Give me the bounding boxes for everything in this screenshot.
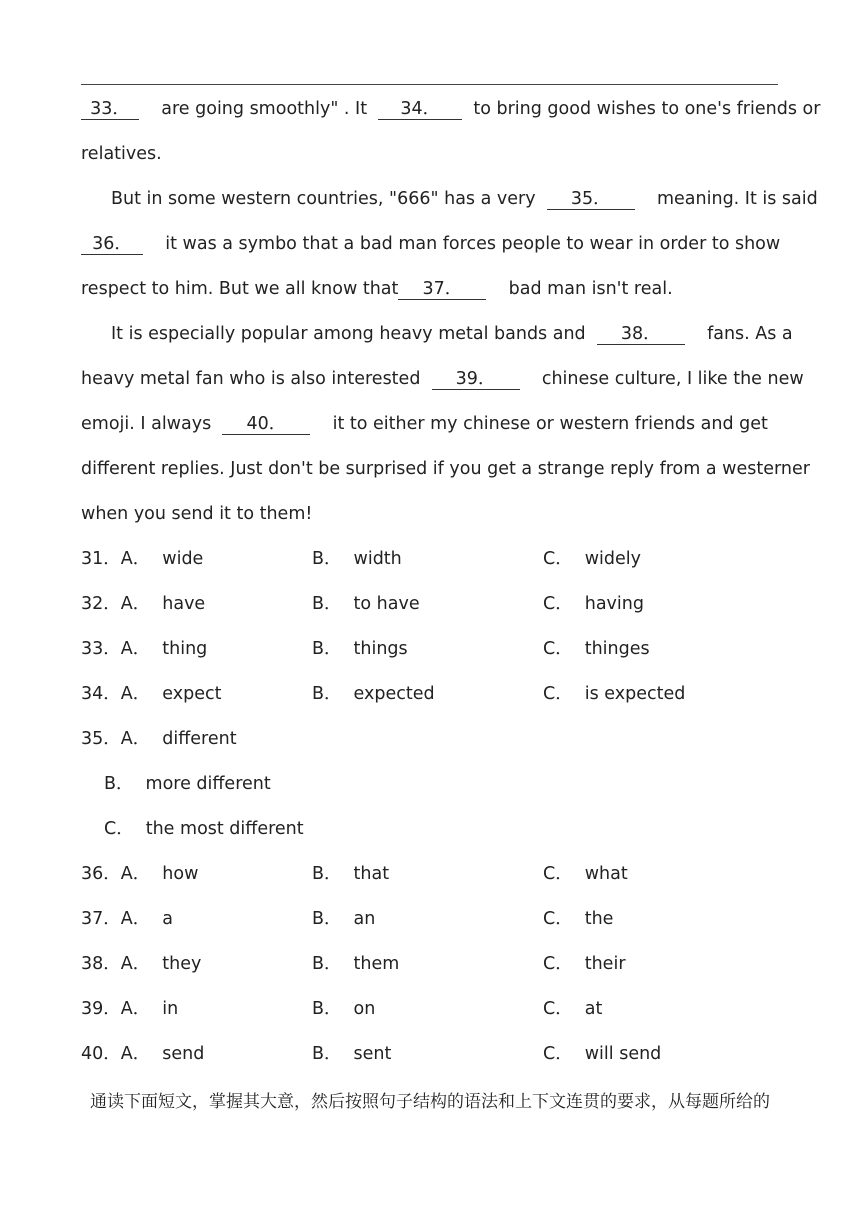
blank-34[interactable]: 34． [378, 99, 462, 120]
question-40-option-b[interactable] [312, 1042, 391, 1066]
passage-text: heavy metal fan who is also interested [81, 369, 421, 389]
passage-text: bad man isn't real. [508, 279, 673, 299]
option-text: having [584, 594, 644, 614]
passage-line-1 [81, 97, 820, 121]
question-number: 33． [81, 639, 121, 659]
question-36-option-a[interactable] [81, 862, 198, 886]
passage-text: It is especially popular among heavy metal bands and [111, 324, 586, 344]
option-label: B． [312, 954, 342, 974]
passage-text: it to either my chinese or western friends and get [332, 414, 768, 434]
question-34-option-b[interactable] [312, 682, 435, 706]
option-text: expect [162, 684, 222, 704]
option-text: expected [353, 684, 435, 704]
option-label: B． [104, 774, 134, 794]
option-text: have [162, 594, 206, 614]
option-label: B． [312, 594, 342, 614]
passage-line-3 [111, 187, 818, 211]
passage-line-4 [81, 232, 780, 256]
question-31-option-a[interactable] [81, 547, 203, 571]
question-35-option-a[interactable] [81, 727, 237, 751]
header-rule [81, 84, 778, 85]
question-number: 36． [81, 864, 121, 884]
passage-text: when you send it to them! [81, 504, 313, 524]
option-text: more different [145, 774, 271, 794]
option-label: B． [312, 549, 342, 569]
blank-36[interactable]: 36． [81, 234, 143, 255]
question-32-option-a[interactable] [81, 592, 205, 616]
question-34-option-c[interactable] [543, 682, 685, 706]
option-label: C． [543, 1044, 573, 1064]
question-34-option-a[interactable] [81, 682, 221, 706]
passage-text: meaning. It is said [656, 189, 818, 209]
option-label: C． [543, 639, 573, 659]
option-text: will send [584, 1044, 662, 1064]
option-label: B． [312, 999, 342, 1019]
blank-35[interactable]: 35． [547, 189, 635, 210]
option-label: A． [120, 909, 151, 929]
question-31-option-c[interactable] [543, 547, 641, 571]
option-label: A． [120, 1044, 151, 1064]
option-label: A． [120, 954, 151, 974]
passage-text: chinese culture, I like the new [541, 369, 804, 389]
question-number: 37． [81, 909, 121, 929]
question-33-option-a[interactable] [81, 637, 207, 661]
option-text: on [353, 999, 376, 1019]
question-38-option-b[interactable] [312, 952, 399, 976]
option-label: C． [543, 999, 573, 1019]
option-text: different [162, 729, 237, 749]
option-text: the [584, 909, 614, 929]
option-label: A． [120, 864, 151, 884]
question-39-option-a[interactable] [81, 997, 178, 1021]
question-36-option-c[interactable] [543, 862, 628, 886]
blank-38[interactable]: 38． [597, 324, 685, 345]
option-label: C． [543, 594, 573, 614]
question-32-option-b[interactable] [312, 592, 420, 616]
option-text: how [162, 864, 199, 884]
question-38-option-a[interactable] [81, 952, 201, 976]
question-33-option-c[interactable] [543, 637, 650, 661]
option-label: A． [120, 549, 151, 569]
passage-line-7 [81, 367, 804, 391]
question-40-option-c[interactable] [543, 1042, 661, 1066]
option-text: widely [584, 549, 642, 569]
option-label: B． [312, 864, 342, 884]
passage-text: it was a symbo that a bad man forces people to wear in order to show [165, 234, 781, 254]
blank-37[interactable]: 37． [398, 279, 486, 300]
passage-text: different replies. Just don't be surprised if you get a strange reply from a westerner [81, 459, 810, 479]
question-37-option-c[interactable] [543, 907, 613, 931]
option-text: to have [353, 594, 420, 614]
question-35-option-c[interactable] [104, 817, 304, 841]
blank-39[interactable]: 39． [432, 369, 520, 390]
question-number: 38． [81, 954, 121, 974]
option-text: them [353, 954, 400, 974]
option-text: thinges [584, 639, 650, 659]
question-36-option-b[interactable] [312, 862, 389, 886]
option-label: C． [543, 909, 573, 929]
option-text: they [162, 954, 202, 974]
option-text: is expected [584, 684, 686, 704]
option-text: an [353, 909, 376, 929]
passage-text: are going smoothly" . It [161, 99, 368, 119]
option-text: send [162, 1044, 205, 1064]
question-number: 40． [81, 1044, 121, 1064]
option-label: A． [120, 729, 151, 749]
option-label: B． [312, 684, 342, 704]
blank-33[interactable]: 33． [81, 99, 139, 120]
passage-line-9 [81, 457, 810, 481]
passage-line-5 [81, 277, 673, 301]
passage-text: relatives. [81, 144, 162, 164]
option-label: A． [120, 684, 151, 704]
option-label: C． [104, 819, 134, 839]
question-35-option-b[interactable] [104, 772, 271, 796]
option-text: that [353, 864, 390, 884]
question-32-option-c[interactable] [543, 592, 644, 616]
option-label: B． [312, 639, 342, 659]
option-label: A． [120, 594, 151, 614]
question-number: 39． [81, 999, 121, 1019]
question-37-option-a[interactable] [81, 907, 173, 931]
option-text: width [353, 549, 402, 569]
question-40-option-a[interactable] [81, 1042, 204, 1066]
blank-40[interactable]: 40． [222, 414, 310, 435]
option-label: B． [312, 1044, 342, 1064]
passage-line-10 [81, 502, 312, 526]
option-label: A． [120, 639, 151, 659]
passage-line-6 [111, 322, 793, 346]
option-text: wide [162, 549, 204, 569]
option-text: a [162, 909, 173, 929]
question-39-option-c[interactable] [543, 997, 602, 1021]
question-33-option-b[interactable] [312, 637, 408, 661]
option-label: C． [543, 549, 573, 569]
option-text: sent [353, 1044, 392, 1064]
question-31-option-b[interactable] [312, 547, 402, 571]
question-number: 35． [81, 729, 121, 749]
option-label: C． [543, 954, 573, 974]
option-label: A． [120, 999, 151, 1019]
option-text: what [584, 864, 628, 884]
passage-text: emoji. I always [81, 414, 212, 434]
passage-line-8 [81, 412, 768, 436]
option-text: at [584, 999, 603, 1019]
question-number: 31． [81, 549, 121, 569]
passage-text: fans. As a [707, 324, 793, 344]
option-text: thing [162, 639, 208, 659]
option-text: the most different [145, 819, 304, 839]
question-38-option-c[interactable] [543, 952, 626, 976]
passage-text: respect to him. But we all know that [81, 279, 399, 299]
section-instruction: 通读下面短文，掌握其大意，然后按照句子结构的语法和上下文连贯的要求，从每题所给的 [90, 1092, 770, 1112]
option-text: their [584, 954, 626, 974]
question-number: 34． [81, 684, 121, 704]
passage-line-2 [81, 142, 162, 166]
option-text: in [162, 999, 179, 1019]
question-39-option-b[interactable] [312, 997, 375, 1021]
passage-text: to bring good wishes to one's friends or [473, 99, 821, 119]
option-label: C． [543, 684, 573, 704]
question-number: 32． [81, 594, 121, 614]
question-37-option-b[interactable] [312, 907, 375, 931]
passage-text: But in some western countries, "666" has a very [111, 189, 536, 209]
option-label: B． [312, 909, 342, 929]
option-label: C． [543, 864, 573, 884]
option-text: things [353, 639, 408, 659]
